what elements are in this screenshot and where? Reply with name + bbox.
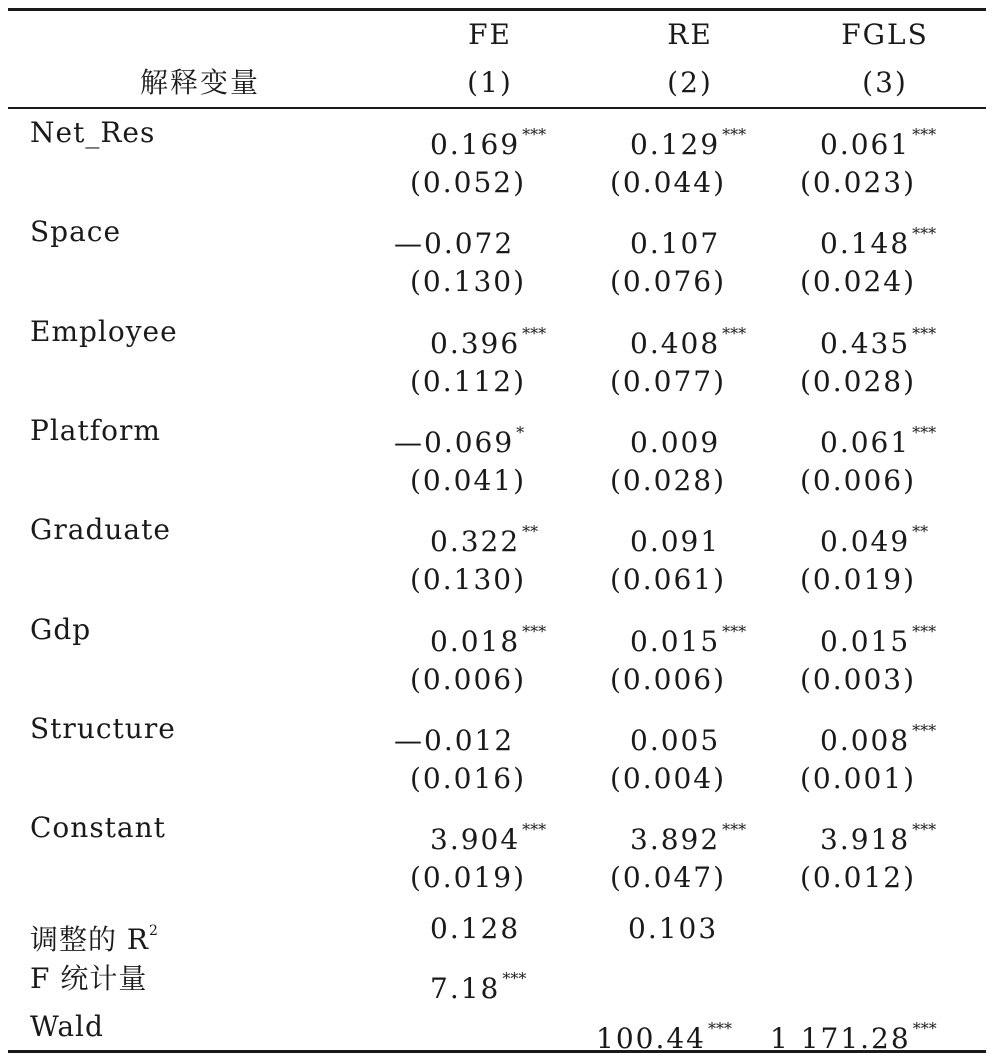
coef-structure-fe: —0.012	[394, 724, 515, 757]
se-space-fgls: (0.024)	[800, 265, 917, 298]
col-header-fgls: FGLS	[841, 18, 929, 51]
top-rule	[8, 8, 986, 11]
coef-gdp-fe: 0.018 ***	[430, 622, 547, 658]
se-platform-fgls: (0.006)	[800, 464, 917, 497]
se-platform-re: (0.028)	[610, 464, 727, 497]
se-structure-fgls: (0.001)	[800, 762, 917, 795]
adj-r2-label: 调整的 $R^2$	[30, 923, 159, 956]
se-space-fe: (0.130)	[410, 265, 527, 298]
se-net-res-re: (0.044)	[610, 166, 727, 199]
se-employee-re: (0.077)	[610, 365, 727, 398]
coef-employee-fgls: 0.435 ***	[820, 324, 937, 360]
coef-space-fgls: 0.148 ***	[820, 224, 937, 260]
col-index-1: (1)	[467, 66, 513, 99]
se-gdp-re: (0.006)	[610, 663, 727, 696]
se-constant-re: (0.047)	[610, 861, 727, 894]
adj-r2-fe: 0.128	[430, 912, 521, 945]
se-net-res-fe: (0.052)	[410, 166, 527, 199]
se-constant-fe: (0.019)	[410, 861, 527, 894]
coef-structure-re: 0.005	[630, 724, 721, 757]
f-stat-fe: 7.18 ***	[430, 969, 527, 1005]
coef-structure-fgls: 0.008 ***	[820, 721, 937, 757]
coef-platform-fgls: 0.061 ***	[820, 423, 937, 459]
coef-net-res-fgls: 0.061 ***	[820, 125, 937, 161]
coef-space-re: 0.107	[630, 227, 721, 260]
coef-constant-fgls: 3.918 ***	[820, 820, 937, 856]
coef-space-fe: —0.072	[394, 227, 515, 260]
se-structure-re: (0.004)	[610, 762, 727, 795]
se-gdp-fe: (0.006)	[410, 663, 527, 696]
coef-gdp-re: 0.015 ***	[630, 622, 747, 658]
col-index-3: (3)	[862, 66, 908, 99]
se-graduate-fe: (0.130)	[410, 563, 527, 596]
wald-re: 100.44 ***	[596, 1019, 732, 1055]
var-label-graduate: Graduate	[30, 513, 171, 546]
se-employee-fe: (0.112)	[410, 365, 527, 398]
header-rule	[8, 107, 986, 109]
var-label-net-res: Net_Res	[30, 116, 156, 149]
coef-constant-fe: 3.904 ***	[430, 820, 547, 856]
se-structure-fe: (0.016)	[410, 762, 527, 795]
coef-platform-fe: —0.069 *	[394, 423, 525, 459]
coef-constant-re: 3.892 ***	[630, 820, 747, 856]
adj-r2-re: 0.103	[628, 912, 719, 945]
se-graduate-re: (0.061)	[610, 563, 727, 596]
var-label-structure: Structure	[30, 712, 176, 745]
wald-fgls: 1 171.28 ***	[770, 1019, 937, 1055]
se-employee-fgls: (0.028)	[800, 365, 917, 398]
se-space-re: (0.076)	[610, 265, 727, 298]
var-label-constant: Constant	[30, 811, 166, 844]
coef-platform-re: 0.009	[630, 426, 721, 459]
wald-label: Wald	[30, 1010, 104, 1043]
var-label-gdp: Gdp	[30, 613, 92, 646]
var-label-platform: Platform	[30, 414, 161, 447]
var-label-space: Space	[30, 215, 122, 248]
se-constant-fgls: (0.012)	[800, 861, 917, 894]
coef-net-res-fe: 0.169 ***	[430, 125, 547, 161]
f-stat-label: F 统计量	[30, 962, 148, 995]
col-header-fe: FE	[468, 18, 512, 51]
stub-header: 解释变量	[139, 66, 260, 99]
col-index-2: (2)	[667, 66, 713, 99]
se-gdp-fgls: (0.003)	[800, 663, 917, 696]
se-platform-fe: (0.041)	[410, 464, 527, 497]
coef-graduate-fgls: 0.049 **	[820, 522, 929, 558]
coef-graduate-re: 0.091	[630, 525, 721, 558]
coef-gdp-fgls: 0.015 ***	[820, 622, 937, 658]
se-net-res-fgls: (0.023)	[800, 166, 917, 199]
var-label-employee: Employee	[30, 315, 178, 348]
coef-graduate-fe: 0.322 **	[430, 522, 539, 558]
coef-net-res-re: 0.129 ***	[630, 125, 747, 161]
se-graduate-fgls: (0.019)	[800, 563, 917, 596]
coef-employee-fe: 0.396 ***	[430, 324, 547, 360]
coef-employee-re: 0.408 ***	[630, 324, 747, 360]
col-header-re: RE	[667, 18, 713, 51]
